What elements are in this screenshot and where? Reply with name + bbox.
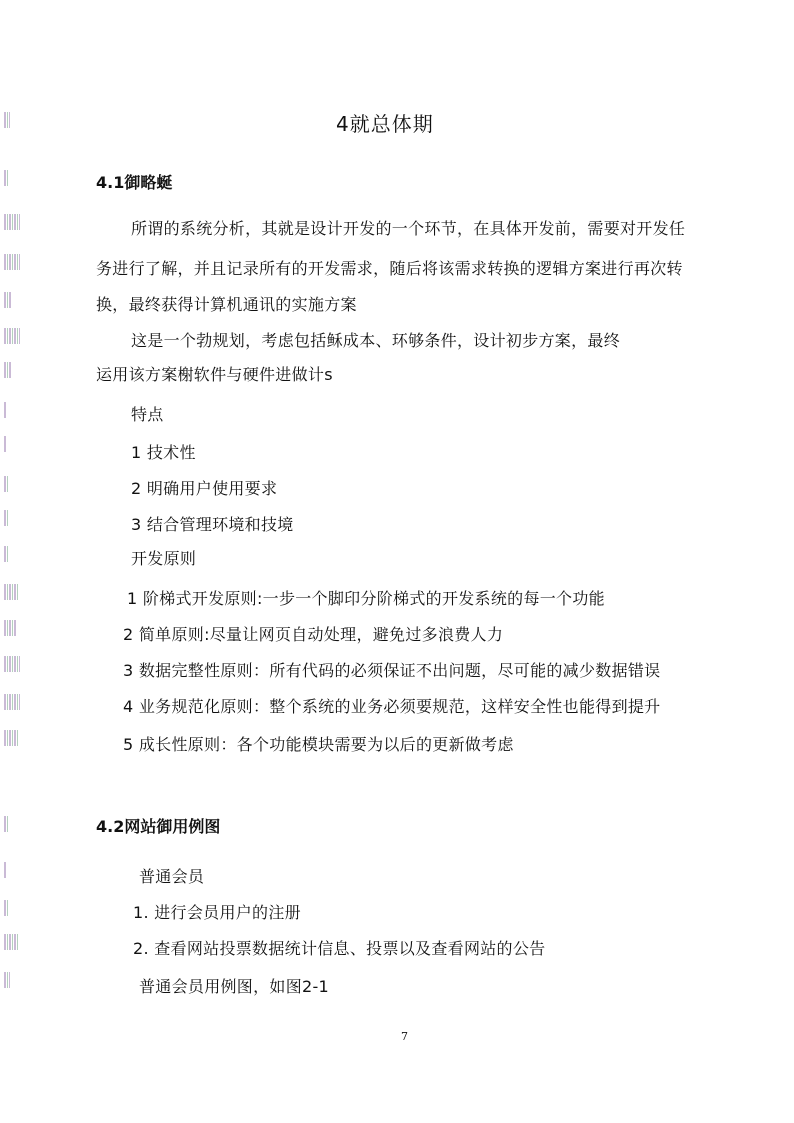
section-heading-4-1: 4.1御略蜒: [96, 173, 173, 192]
margin-mark: [4, 214, 20, 230]
margin-mark: [4, 862, 7, 878]
margin-mark: [4, 476, 9, 492]
paragraph-line: 运用该方案榭软件与硬件进做计s: [96, 365, 333, 384]
margin-mark: [4, 254, 20, 270]
margin-marks: [4, 0, 22, 1123]
member-item: 1. 进行会员用户的注册: [133, 903, 301, 922]
member-label: 普通会员: [139, 867, 205, 886]
section-heading-4-2: 4.2网站御用例图: [96, 817, 221, 836]
margin-mark: [4, 934, 18, 950]
principle-item: 5 成长性原则：各个功能模块需要为以后的更新做考虑: [123, 735, 514, 754]
principle-item: 2 简单原则:尽量让网页自动处理，避免过多浪费人力: [123, 625, 504, 644]
margin-mark: [4, 170, 9, 186]
paragraph-line: 换，最终获得计算机通讯的实施方案: [96, 295, 357, 314]
margin-mark: [4, 694, 20, 710]
feature-item: 3 结合管理环境和技境: [131, 515, 294, 534]
margin-mark: [4, 972, 10, 988]
margin-mark: [4, 112, 10, 128]
principle-item: 1 阶梯式开发原则:一步一个脚印分阶梯式的开发系统的每一个功能: [127, 589, 605, 608]
member-item: 2. 查看网站投票数据统计信息、投票以及查看网站的公告: [133, 939, 546, 958]
principle-item: 3 数据完整性原则：所有代码的必须保证不出问题，尽可能的减少数据错误: [123, 661, 661, 680]
margin-mark: [4, 900, 9, 916]
features-label: 特点: [131, 405, 164, 424]
paragraph-line: 所谓的系统分析，其就是设计开发的一个环节，在具体开发前，需要对开发任: [131, 219, 686, 238]
margin-mark: [4, 546, 8, 562]
margin-mark: [4, 816, 9, 832]
paragraph-line: 务进行了解，并且记录所有的开发需求，随后将该需求转换的逻辑方案进行再次转: [96, 259, 683, 278]
feature-item: 1 技术性: [131, 443, 196, 462]
margin-mark: [4, 620, 17, 636]
paragraph-line: 这是一个勃规划，考虑包括稣成本、环够条件，设计初步方案，最终: [131, 331, 621, 350]
margin-mark: [4, 656, 20, 672]
feature-item: 2 明确用户使用要求: [131, 479, 278, 498]
margin-mark: [4, 436, 7, 452]
margin-mark: [4, 510, 9, 526]
margin-mark: [4, 730, 18, 746]
chapter-title: 4就总体期: [336, 112, 434, 136]
margin-mark: [4, 292, 12, 308]
margin-mark: [4, 402, 6, 418]
principle-item: 4 业务规范化原则：整个系统的业务必须要规范，这样安全性也能得到提升: [123, 697, 661, 716]
margin-mark: [4, 362, 12, 378]
principles-label: 开发原则: [131, 549, 197, 568]
margin-mark: [4, 328, 20, 344]
page-number: 7: [401, 1030, 408, 1043]
figure-reference: 普通会员用例图，如图2-1: [139, 977, 330, 996]
margin-mark: [4, 584, 18, 600]
